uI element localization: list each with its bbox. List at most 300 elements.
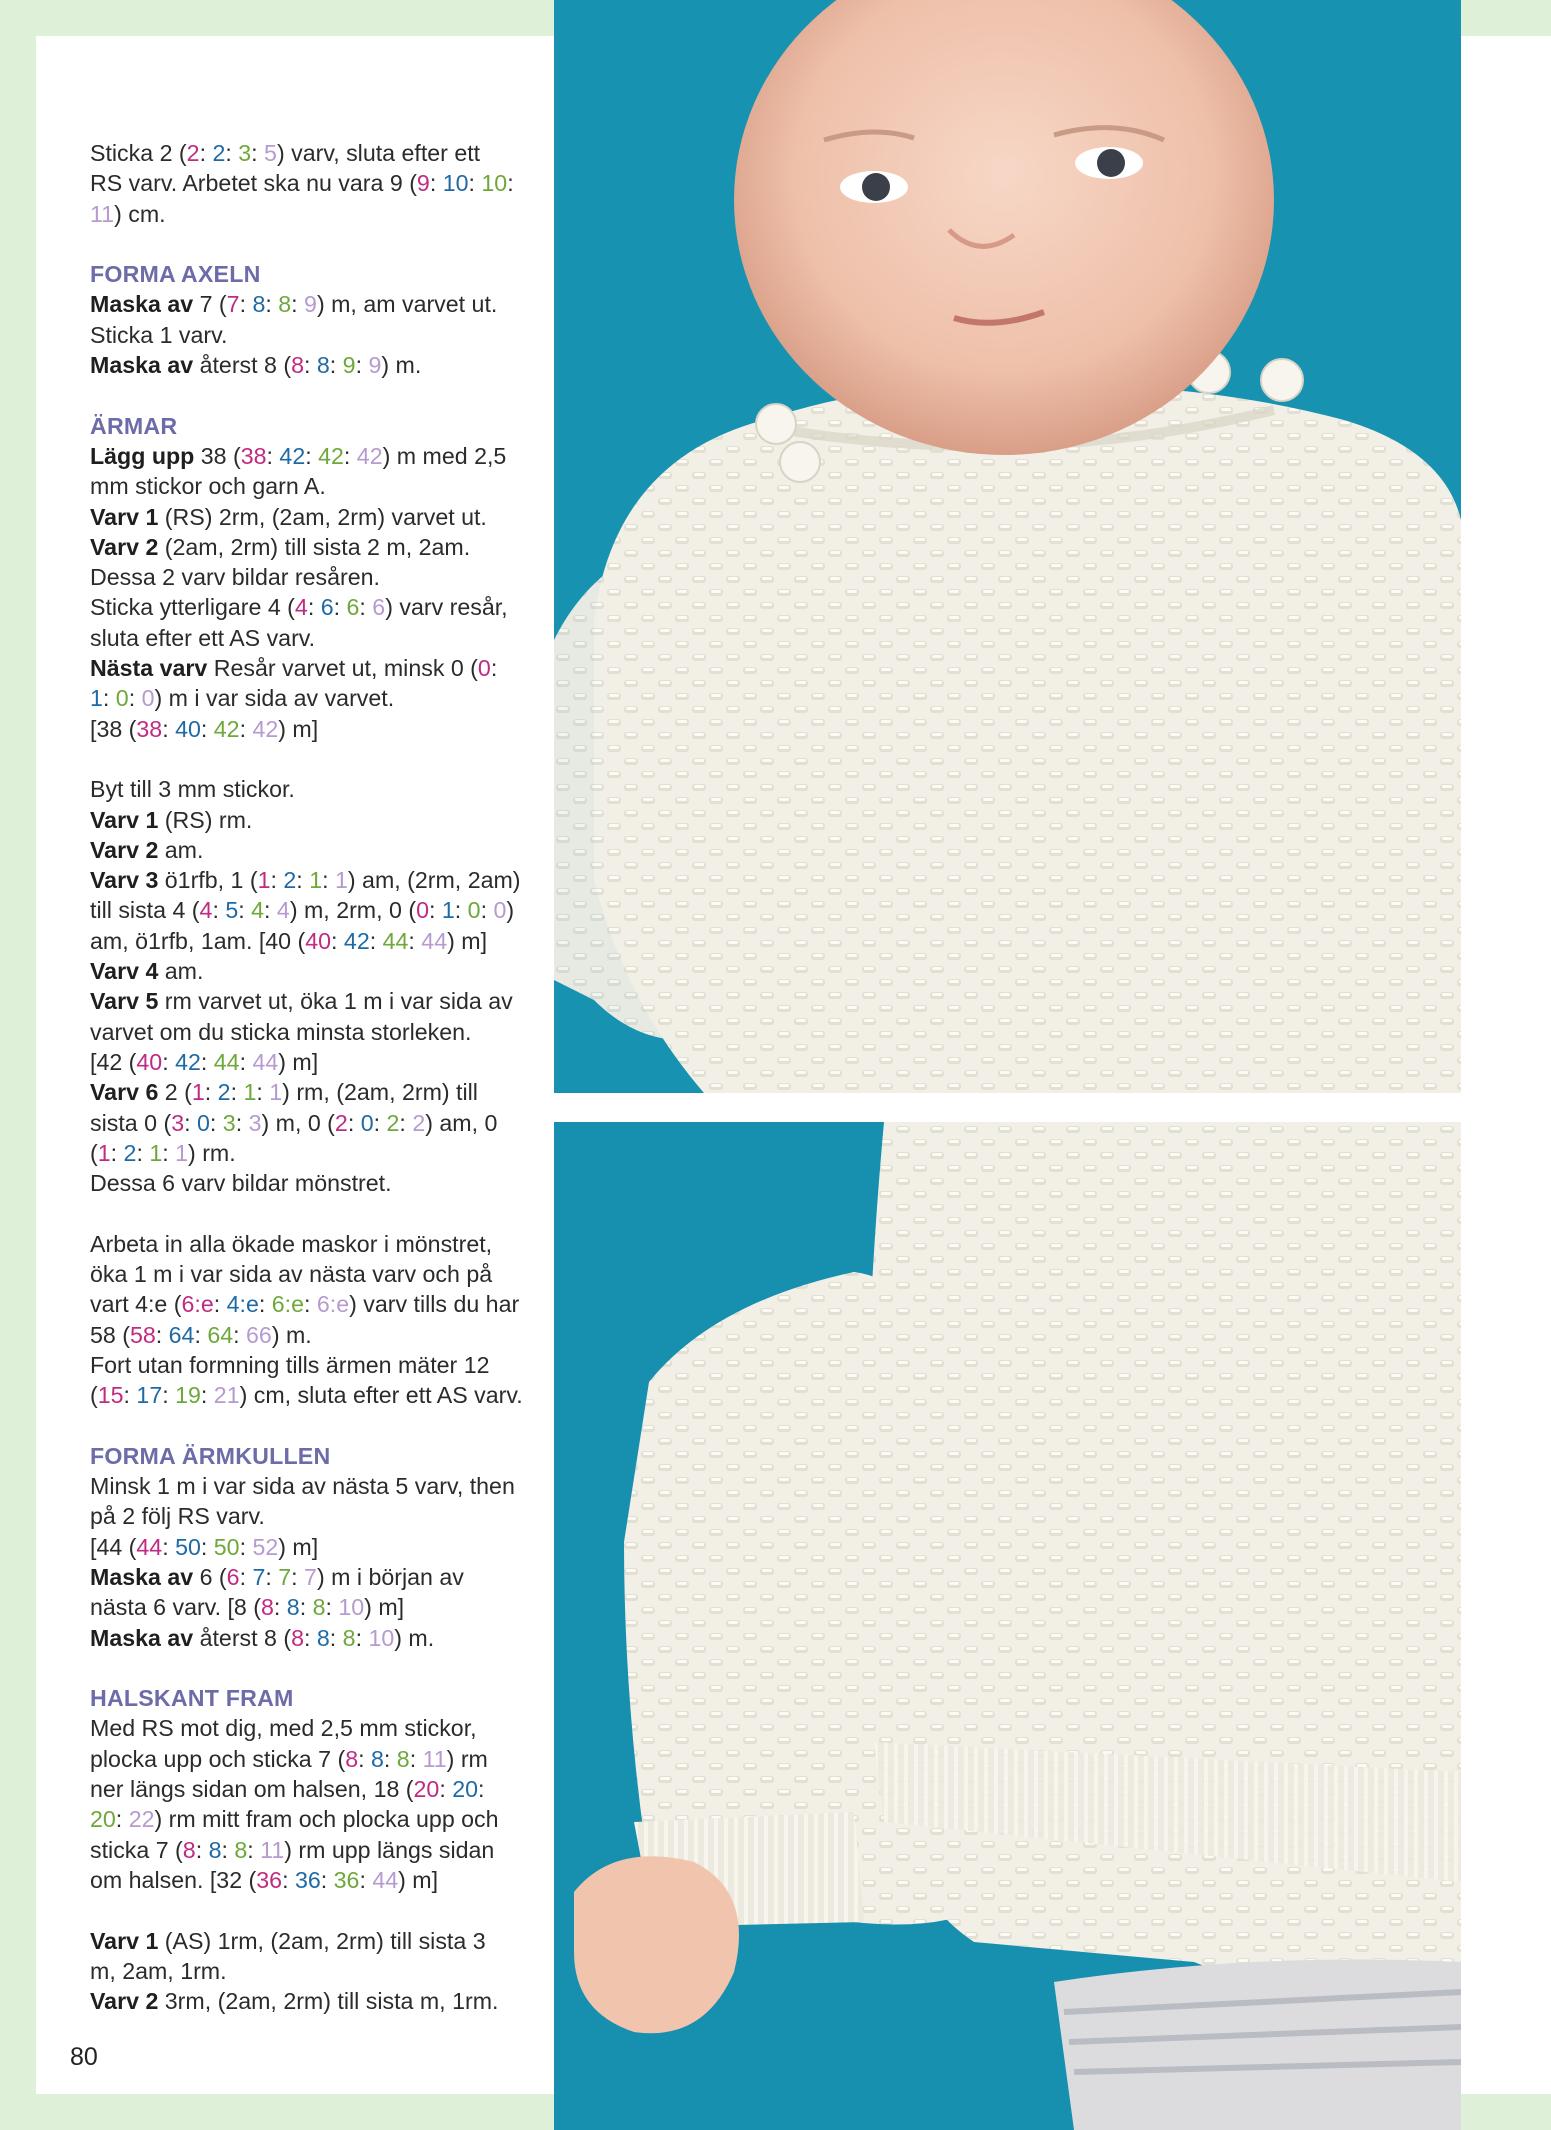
instruction-line xyxy=(90,865,530,895)
instruction-line xyxy=(90,1380,530,1410)
instruction-section xyxy=(90,1229,530,1411)
instruction-text: : xyxy=(200,1382,214,1409)
instruction-text: : xyxy=(399,1109,413,1136)
instruction-text: : xyxy=(258,1291,272,1318)
size-value: 40 xyxy=(305,927,332,954)
instruction-text: : xyxy=(307,594,321,621)
instruction-text: : xyxy=(429,170,443,197)
instruction-text: : xyxy=(200,1048,214,1075)
instruction-text: : xyxy=(270,867,284,894)
instruction-text: ( xyxy=(90,1139,98,1166)
instruction-text: : xyxy=(383,1745,397,1772)
size-value: 8 xyxy=(291,352,304,379)
instruction-text: ) rm, (2am, 2rm) till xyxy=(282,1079,478,1106)
instruction-text: ) rm xyxy=(446,1745,488,1772)
instruction-text: Minsk 1 m i var sida av nästa 5 varv, then xyxy=(90,1473,515,1500)
instruction-section xyxy=(90,1926,530,2017)
instruction-text: : xyxy=(213,1291,227,1318)
instruction-text: Arbeta in alla ökade maskor i mönstret, xyxy=(90,1230,493,1257)
size-value: 8 xyxy=(371,1745,384,1772)
instruction-text: [44 ( xyxy=(90,1533,137,1560)
step-label: Lägg upp xyxy=(90,442,195,469)
size-value: 7 xyxy=(304,1563,317,1590)
instruction-text: : xyxy=(299,1594,313,1621)
instruction-text: : xyxy=(212,897,226,924)
instruction-text: : xyxy=(265,291,279,318)
instruction-line xyxy=(90,1320,530,1350)
section-heading: HALSKANT FRAM xyxy=(90,1685,294,1712)
step-label: Varv 5 xyxy=(90,988,159,1015)
instruction-text: : xyxy=(303,1624,317,1651)
size-value: 1 xyxy=(309,867,323,894)
instruction-text: am. xyxy=(158,958,204,985)
instruction-text: : xyxy=(282,1866,295,1893)
instruction-text: : xyxy=(322,867,335,894)
step-label: Varv 2 xyxy=(90,533,159,560)
instruction-line xyxy=(90,1623,530,1653)
section-heading: FORMA AXELN xyxy=(90,261,261,288)
size-value: 64 xyxy=(168,1321,195,1348)
instruction-text: ) am, (2rm, 2am) xyxy=(347,867,521,894)
instruction-text: återst 8 ( xyxy=(193,1624,292,1651)
instruction-text: ) m, 0 ( xyxy=(261,1109,335,1136)
instruction-text: : xyxy=(162,1048,176,1075)
instruction-line xyxy=(90,1047,530,1077)
step-label: Varv 2 xyxy=(90,1988,159,2015)
instruction-text: : xyxy=(343,442,357,469)
instruction-text: till sista 4 ( xyxy=(90,897,200,924)
instruction-text: am. xyxy=(158,836,204,863)
instruction-section xyxy=(90,774,530,1198)
size-value: 8 xyxy=(342,1624,356,1651)
size-value: 9 xyxy=(416,170,430,197)
instruction-text: : xyxy=(373,1109,387,1136)
size-value: 36 xyxy=(333,1866,360,1893)
instruction-text: : xyxy=(199,140,213,166)
instruction-text: : xyxy=(256,1079,270,1106)
section-heading: FORMA ÄRMKULLEN xyxy=(90,1442,331,1469)
size-value: 44 xyxy=(421,927,448,954)
size-value: 17 xyxy=(136,1382,163,1409)
size-value: 6:e xyxy=(271,1291,304,1318)
instruction-text: RS varv. Arbetet ska nu vara 9 ( xyxy=(90,170,417,197)
instruction-text: : xyxy=(265,1563,279,1590)
instruction-text: ) m. xyxy=(271,1321,312,1348)
step-label: Nästa varv xyxy=(90,655,208,682)
size-value: 10 xyxy=(338,1594,365,1621)
instruction-text: : xyxy=(200,715,214,742)
instruction-text: Resår varvet ut, minsk 0 ( xyxy=(207,655,478,682)
instruction-text: : xyxy=(115,1806,129,1833)
instruction-line xyxy=(90,805,530,835)
instruction-text: öka 1 m i var sida av nästa varv och på xyxy=(90,1260,493,1287)
instruction-text: ner längs sidan om halsen, 18 ( xyxy=(90,1776,414,1803)
instruction-line xyxy=(90,895,530,925)
instruction-text: ) m med 2,5 xyxy=(382,442,507,469)
instruction-line xyxy=(90,502,530,532)
instruction-text: Dessa 2 varv bildar resåren. xyxy=(90,564,380,591)
size-value: 0 xyxy=(416,897,429,924)
instruction-text: : xyxy=(128,685,142,712)
instruction-text: : xyxy=(355,1624,369,1651)
instruction-text: ) m] xyxy=(398,1866,439,1893)
instruction-line xyxy=(90,471,530,501)
size-value: 1 xyxy=(243,1079,257,1106)
instruction-line xyxy=(90,1804,530,1834)
instruction-text: : xyxy=(251,140,265,166)
instruction-section xyxy=(90,411,530,744)
size-value: 58 xyxy=(129,1321,156,1348)
size-value: 1 xyxy=(257,867,271,894)
instruction-text: : xyxy=(409,1745,423,1772)
instruction-line xyxy=(90,592,530,622)
instruction-text: om halsen. [32 ( xyxy=(90,1866,257,1893)
size-value: 8 xyxy=(278,291,292,318)
instruction-text: : xyxy=(233,1321,247,1348)
size-value: 38 xyxy=(136,715,163,742)
instruction-line xyxy=(90,683,530,713)
size-value: 19 xyxy=(175,1382,201,1409)
instruction-text: [42 ( xyxy=(90,1048,137,1075)
instruction-text: : xyxy=(102,685,116,712)
size-value: 44 xyxy=(213,1048,240,1075)
instruction-line xyxy=(90,532,530,562)
instruction-text: ) m] xyxy=(447,927,488,954)
instruction-text: 2 ( xyxy=(158,1079,192,1106)
instruction-text: Byt till 3 mm stickor. xyxy=(90,776,295,803)
size-value: 52 xyxy=(252,1533,279,1560)
instruction-line xyxy=(90,1835,530,1865)
instruction-text: ) rm upp längs sidan xyxy=(284,1836,495,1863)
size-value: 0 xyxy=(141,685,155,712)
instruction-text: på 2 följ RS varv. xyxy=(90,1503,265,1530)
size-value: 44 xyxy=(382,927,409,954)
instruction-text: : xyxy=(239,1533,253,1560)
size-value: 10 xyxy=(368,1624,395,1651)
size-value: 8 xyxy=(316,352,330,379)
instruction-text: : xyxy=(325,1594,339,1621)
instruction-text: (RS) 2rm, (2am, 2rm) varvet ut. xyxy=(158,503,487,530)
instruction-line xyxy=(90,1532,530,1562)
instruction-line xyxy=(90,956,530,986)
instruction-text: rm varvet ut, öka 1 m i var sida av xyxy=(158,988,513,1015)
instruction-text: : xyxy=(230,1079,244,1106)
instruction-text: Dessa 6 varv bildar mönstret. xyxy=(90,1170,392,1197)
instruction-line xyxy=(90,1926,530,1956)
instruction-text: ) rm mitt fram och plocka upp och xyxy=(154,1806,499,1833)
size-value: 40 xyxy=(175,715,201,742)
size-value: 6 xyxy=(346,594,360,621)
size-value: 42 xyxy=(175,1048,201,1075)
instruction-line xyxy=(90,1259,530,1289)
size-value: 42 xyxy=(343,927,370,954)
instruction-text: (2am, 2rm) till sista 2 m, 2am. xyxy=(158,533,471,560)
size-value: 1 xyxy=(269,1079,283,1106)
step-label: Varv 6 xyxy=(90,1079,159,1106)
size-value: 8 xyxy=(345,1745,359,1772)
size-value: 8 xyxy=(286,1594,300,1621)
size-value: 1 xyxy=(441,897,455,924)
instruction-text: sticka 7 ( xyxy=(90,1836,183,1863)
instruction-text: nästa 6 varv. [8 ( xyxy=(90,1594,261,1621)
size-value: 5 xyxy=(225,897,239,924)
instruction-text: ) m. xyxy=(381,352,422,379)
instruction-line xyxy=(90,1077,530,1107)
instruction-text: : xyxy=(408,927,422,954)
size-value: 8 xyxy=(396,1745,410,1772)
instruction-text: [38 ( xyxy=(90,715,137,742)
instruction-text: ) m] xyxy=(278,715,319,742)
instruction-text: : xyxy=(239,1563,253,1590)
instruction-text: ) cm, sluta efter ett AS varv. xyxy=(239,1382,523,1409)
instruction-text: varvet om du sticka minsta storleken. xyxy=(90,1018,472,1045)
instruction-text: Med RS mot dig, med 2,5 mm stickor, xyxy=(90,1715,477,1742)
size-value: 0 xyxy=(196,1109,210,1136)
instruction-text: : xyxy=(110,1139,124,1166)
instruction-text: sista 0 ( xyxy=(90,1109,172,1136)
size-value: 0 xyxy=(115,685,129,712)
instruction-line xyxy=(90,653,530,683)
step-label: Varv 3 xyxy=(90,867,159,894)
instruction-text: : xyxy=(123,1382,137,1409)
instruction-text: ) varv, sluta efter ett xyxy=(276,140,481,166)
instruction-text: : xyxy=(162,715,176,742)
size-value: 1 xyxy=(334,867,348,894)
instruction-text: återst 8 ( xyxy=(193,352,292,379)
instruction-line xyxy=(90,1138,530,1168)
instruction-text: : xyxy=(478,1776,485,1803)
instruction-text: ) varv resår, xyxy=(385,594,508,621)
step-label: Varv 2 xyxy=(90,836,159,863)
instruction-line xyxy=(90,1774,530,1804)
size-value: 15 xyxy=(97,1382,124,1409)
instruction-line xyxy=(90,289,530,319)
size-value: 4:e xyxy=(226,1291,259,1318)
instruction-line xyxy=(90,623,530,653)
size-value: 9 xyxy=(342,352,356,379)
instruction-text: : xyxy=(238,897,252,924)
instruction-line xyxy=(90,1956,530,1986)
size-value: 4 xyxy=(294,594,308,621)
size-value: 50 xyxy=(175,1533,201,1560)
size-value: 8 xyxy=(208,1836,222,1863)
size-value: 42 xyxy=(279,442,306,469)
instruction-text: : xyxy=(305,442,319,469)
instruction-text: sluta efter ett AS varv. xyxy=(90,624,316,651)
step-label: Maska av xyxy=(90,1563,194,1590)
size-value: 7 xyxy=(252,1563,266,1590)
size-value: 2 xyxy=(123,1139,137,1166)
instruction-text: : xyxy=(221,1836,235,1863)
page-number: 80 xyxy=(70,2043,98,2071)
instruction-text: : xyxy=(329,1624,343,1651)
instruction-line xyxy=(90,835,530,865)
instruction-line xyxy=(90,1471,530,1501)
instruction-text: : xyxy=(235,1109,249,1136)
size-value: 4 xyxy=(251,897,265,924)
size-value: 1 xyxy=(149,1139,163,1166)
instruction-line xyxy=(90,1229,530,1259)
instruction-text: : xyxy=(239,291,253,318)
size-value: 42 xyxy=(356,442,383,469)
instruction-section xyxy=(90,1441,530,1653)
instruction-text: ) m i början av xyxy=(316,1563,464,1590)
instruction-text: : xyxy=(195,1836,209,1863)
instruction-line xyxy=(90,926,530,956)
size-value: 40 xyxy=(136,1048,163,1075)
size-value: 4 xyxy=(199,897,213,924)
instruction-text: mm stickor och garn A. xyxy=(90,473,326,500)
instruction-text: : xyxy=(162,1533,176,1560)
instruction-text: : xyxy=(291,1563,305,1590)
instruction-text: : xyxy=(454,897,468,924)
size-value: 64 xyxy=(207,1321,234,1348)
instruction-text: ) m, 2rm, 0 ( xyxy=(289,897,417,924)
instruction-text: m, 2am, 1rm. xyxy=(90,1957,227,1984)
instruction-text: : xyxy=(329,352,343,379)
instruction-line xyxy=(90,1562,530,1592)
size-value: 2 xyxy=(186,140,200,166)
instruction-text: : xyxy=(136,1139,150,1166)
instruction-line xyxy=(90,1744,530,1774)
instruction-text: ) m. xyxy=(394,1624,435,1651)
baby-photo-top xyxy=(554,0,1461,1093)
instruction-text: ) m] xyxy=(278,1048,319,1075)
size-value: 3 xyxy=(248,1109,262,1136)
instruction-text: : xyxy=(358,1745,371,1772)
instruction-text: : xyxy=(264,897,277,924)
instruction-text: : xyxy=(273,1594,287,1621)
instruction-text: 7 ( xyxy=(193,291,227,318)
size-value: 3 xyxy=(222,1109,236,1136)
instruction-text: : xyxy=(507,170,514,197)
instruction-text: : xyxy=(266,442,280,469)
instruction-section xyxy=(90,138,530,229)
size-value: 0 xyxy=(467,897,481,924)
instruction-text: : xyxy=(247,1836,261,1863)
instruction-text: : xyxy=(303,352,317,379)
instruction-text: ) xyxy=(506,897,515,924)
instruction-text: : xyxy=(359,1866,373,1893)
size-value: 9 xyxy=(304,291,317,318)
instruction-text: ( xyxy=(90,1382,98,1409)
size-value: 8 xyxy=(316,1624,330,1651)
instruction-text: : xyxy=(204,1079,218,1106)
size-value: 7 xyxy=(278,1563,292,1590)
instruction-text: : xyxy=(439,1776,453,1803)
instruction-text: : xyxy=(296,867,310,894)
instruction-section xyxy=(90,1683,530,1895)
instruction-text: (RS) rm. xyxy=(158,806,253,833)
size-value: 44 xyxy=(252,1048,279,1075)
size-value: 1 xyxy=(175,1139,189,1166)
step-label: Varv 1 xyxy=(90,806,159,833)
size-value: 20 xyxy=(413,1776,440,1803)
size-value: 44 xyxy=(372,1866,399,1893)
instruction-text: : xyxy=(184,1109,197,1136)
size-value: 0 xyxy=(493,897,507,924)
size-value: 2 xyxy=(283,867,297,894)
size-value: 3 xyxy=(238,140,252,166)
instruction-text: Fort utan formning tills ärmen mäter 12 xyxy=(90,1351,490,1378)
size-value: 0 xyxy=(360,1109,374,1136)
instruction-text: plocka upp och sticka 7 ( xyxy=(90,1745,346,1772)
instruction-text: ) m i var sida av varvet. xyxy=(154,685,395,712)
instruction-line xyxy=(90,320,530,350)
instruction-line xyxy=(90,1289,530,1319)
step-label: Varv 4 xyxy=(90,958,159,985)
instruction-text: : xyxy=(369,927,383,954)
size-value: 1 xyxy=(97,1139,111,1166)
size-value: 2 xyxy=(386,1109,400,1136)
instruction-text: 3rm, (2am, 2rm) till sista m, 1rm. xyxy=(158,1988,499,2015)
instruction-text: : xyxy=(320,1866,334,1893)
size-value: 8 xyxy=(260,1594,274,1621)
instruction-text: : xyxy=(303,1291,317,1318)
size-value: 22 xyxy=(128,1806,155,1833)
instruction-text: : xyxy=(490,655,498,682)
instruction-text: : xyxy=(333,594,347,621)
size-value: 21 xyxy=(213,1382,240,1409)
size-value: 42 xyxy=(213,715,240,742)
size-value: 6 xyxy=(320,594,334,621)
size-value: 10 xyxy=(481,170,508,197)
instruction-text: : xyxy=(468,170,482,197)
instruction-text: : xyxy=(209,1109,223,1136)
instruction-text: : xyxy=(155,1321,169,1348)
size-value: 6 xyxy=(372,594,386,621)
instruction-line xyxy=(90,562,530,592)
size-value: 36 xyxy=(256,1866,283,1893)
instruction-line xyxy=(90,1592,530,1622)
instruction-line xyxy=(90,986,530,1016)
size-value: 42 xyxy=(252,715,279,742)
instruction-text: : xyxy=(355,352,369,379)
instruction-text: : xyxy=(428,897,442,924)
instruction-text: vart 4:e ( xyxy=(90,1291,182,1318)
instruction-text: ) am, 0 xyxy=(425,1109,498,1136)
size-value: 2 xyxy=(217,1079,231,1106)
size-value: 6:e xyxy=(316,1291,350,1318)
instruction-text: ) rm. xyxy=(188,1139,236,1166)
instruction-text: : xyxy=(194,1321,208,1348)
size-value: 11 xyxy=(422,1745,447,1772)
instruction-line xyxy=(90,199,530,229)
size-value: 8 xyxy=(182,1836,196,1863)
size-value: 20 xyxy=(452,1776,479,1803)
size-value: 7 xyxy=(226,291,240,318)
baby-photo-bottom xyxy=(554,1122,1461,2130)
instruction-text: Sticka 2 ( xyxy=(90,140,187,166)
size-value: 4 xyxy=(276,897,290,924)
instruction-text: : xyxy=(359,594,373,621)
size-value: 8 xyxy=(312,1594,326,1621)
instruction-section xyxy=(90,259,530,380)
instruction-line xyxy=(90,1108,530,1138)
instruction-text: Sticka ytterligare 4 ( xyxy=(90,594,295,621)
instruction-text: : xyxy=(291,291,305,318)
size-value: 1 xyxy=(90,685,103,712)
step-label: Varv 1 xyxy=(90,1927,159,1954)
size-value: 36 xyxy=(294,1866,321,1893)
size-value: 20 xyxy=(90,1806,116,1833)
instruction-text: : xyxy=(239,715,253,742)
instruction-line xyxy=(90,1713,530,1743)
instruction-text: : xyxy=(480,897,494,924)
instruction-line xyxy=(90,1865,530,1895)
instruction-text: : xyxy=(200,1533,214,1560)
size-value: 50 xyxy=(213,1533,240,1560)
